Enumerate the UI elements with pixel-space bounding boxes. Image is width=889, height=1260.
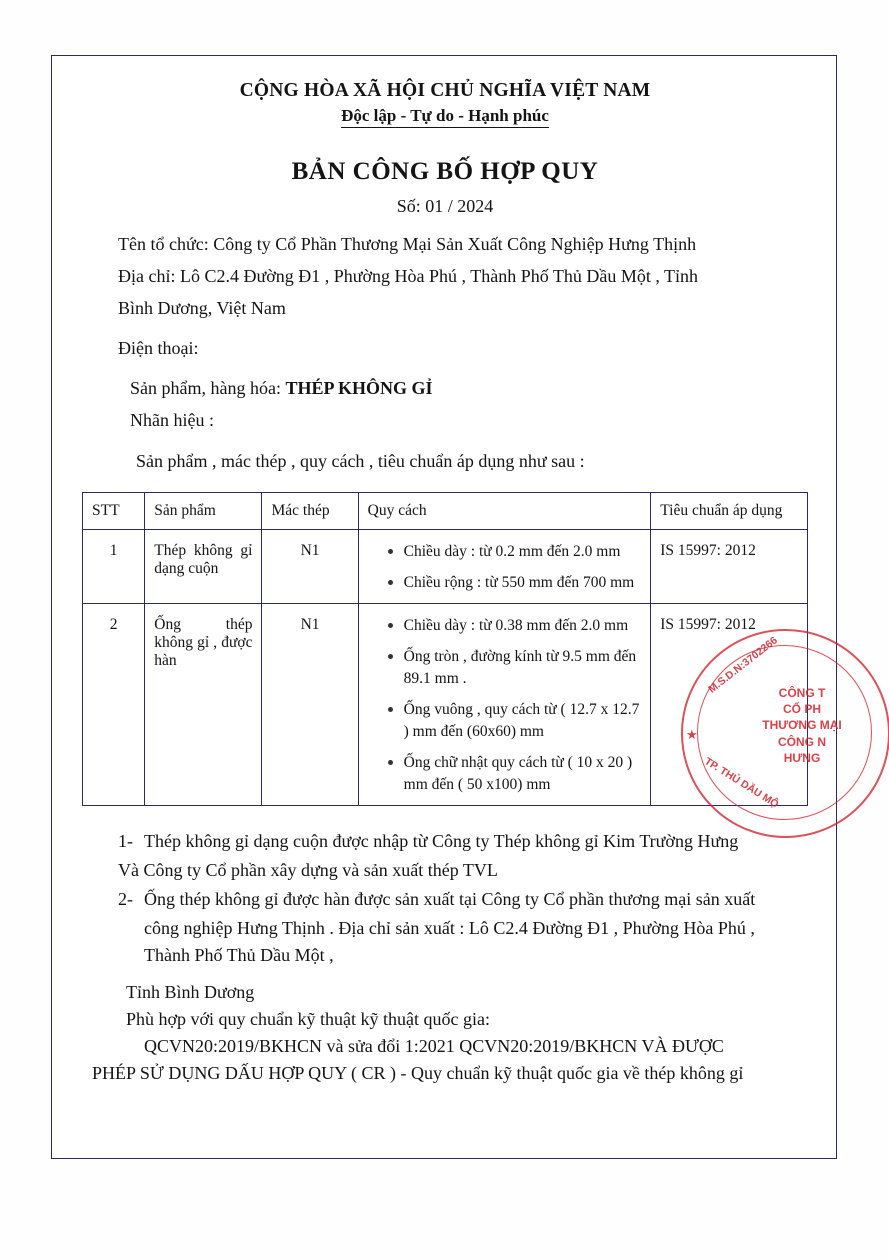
spec-item: Ống tròn , đường kính từ 9.5 mm đến 89.1 mm . [388,646,642,690]
column-header-grade: Mác thép [262,492,358,529]
note-continuation: công nghiệp Hưng Thịnh . Địa chỉ sản xuất : Lô C2.4 Đường Đ1 , Phường Hòa Phú , [144,917,755,938]
spec-item: Chiều dày : từ 0.2 mm đến 2.0 mm [388,541,642,563]
cell-spec [358,603,651,805]
column-header-stt: STT [83,492,145,529]
column-header-product: Sản phẩm [145,492,262,529]
spec-item: Ống chữ nhật quy cách từ ( 10 x 20 ) mm đến ( 50 x100) mm [388,752,642,796]
product-intro: Sản phẩm , mác thép , quy cách , tiêu chuẩn áp dụng như sau : [136,450,585,471]
seal-arc-top: M.S.D.N:3702266 [706,634,780,696]
page-title: BẢN CÔNG BỐ HỢP QUY [291,158,599,185]
cell-grade: N1 [262,529,358,603]
note-item [82,828,808,855]
table-header-row [83,492,808,529]
org-address-line-1: Địa chỉ: Lô C2.4 Đường Đ1 , Phường Hòa Phú , Thành Phố Thủ Dầu Một , Tỉnh [118,266,699,287]
cell-product: Thép không gỉ dạng cuộn [145,529,262,603]
table-row [83,529,808,603]
product-value: THÉP KHÔNG GỈ [285,378,433,399]
cell-product: Ống thép không gỉ , được hàn [145,603,262,805]
notes-section [82,828,808,969]
note-continuation: Thành Phố Thủ Dầu Một , [144,944,334,965]
column-header-spec: Quy cách [358,492,651,529]
table-row [83,603,808,805]
document-header [74,80,816,217]
cell-stt: 1 [83,529,145,603]
conformity-line-2: PHÉP SỬ DỤNG DẤU HỢP QUY ( CR ) - Quy chuẩn kỹ thuật quốc gia về thép không gỉ [92,1062,744,1083]
product-row [74,375,816,401]
org-phone: Điện thoại: [118,338,199,359]
seal-star-icon: ★ [686,727,698,742]
national-title: CỘNG HÒA XÃ HỘI CHỦ NGHĨA VIỆT NAM [239,80,651,101]
column-header-standard: Tiêu chuẩn áp dụng [651,492,808,529]
product-brand: Nhãn hiệu : [130,410,214,431]
cell-stt: 2 [83,603,145,805]
conformity-label: Phù hợp với quy chuẩn kỹ thuật kỹ thuật quốc gia: [126,1008,490,1029]
note-text: Ống thép không gỉ được hàn được sản xuất tại Công ty Cổ phần thương mại sản xuất [144,888,756,909]
specification-table [82,492,808,806]
document-number: Số: 01 / 2024 [396,196,494,216]
note-number: 1- [118,830,133,851]
document-border [51,55,837,1159]
seal-center-text: CÔNG T CỔ PH THƯƠNG MẠI CÔNG N HƯNG [762,686,842,765]
org-address-line-2: Bình Dương, Việt Nam [118,298,286,319]
product-label: Sản phẩm, hàng hóa: [130,378,286,399]
spec-item: Ống vuông , quy cách từ ( 12.7 x 12.7 ) mm đến (60x60) mm [388,699,642,743]
cell-standard: IS 15997: 2012 [651,529,808,603]
conformity-line-1: QCVN20:2019/BKHCN và sửa đổi 1:2021 QCVN20:2019/BKHCN VÀ ĐƯỢC [144,1035,724,1056]
seal-arc-bottom: TP. THỦ DẦU MỘ [702,755,781,811]
document-content [52,56,838,1087]
spec-item: Chiều dày : từ 0.38 mm đến 2.0 mm [388,615,642,637]
note-continuation: Và Công ty Cổ phần xây dựng và sản xuất thép TVL [118,859,498,880]
note-item [82,886,808,913]
spec-list [368,541,642,594]
national-motto: Độc lập - Tự do - Hạnh phúc [341,106,549,128]
note-number: 2- [118,888,133,909]
cell-grade: N1 [262,603,358,805]
spec-list [368,615,642,796]
province-line: Tỉnh Bình Dương [126,981,255,1002]
spec-item: Chiều rộng : từ 550 mm đến 700 mm [388,572,642,594]
cell-standard: IS 15997: 2012 [651,603,808,805]
note-text: Thép không gỉ dạng cuộn được nhập từ Công ty Thép không gỉ Kim Trường Hưng [144,830,739,851]
tail-section [82,979,808,1087]
org-name: Tên tổ chức: Công ty Cổ Phần Thương Mại Sản Xuất Công Nghiệp Hưng Thịnh [118,234,697,254]
cell-spec [358,529,651,603]
